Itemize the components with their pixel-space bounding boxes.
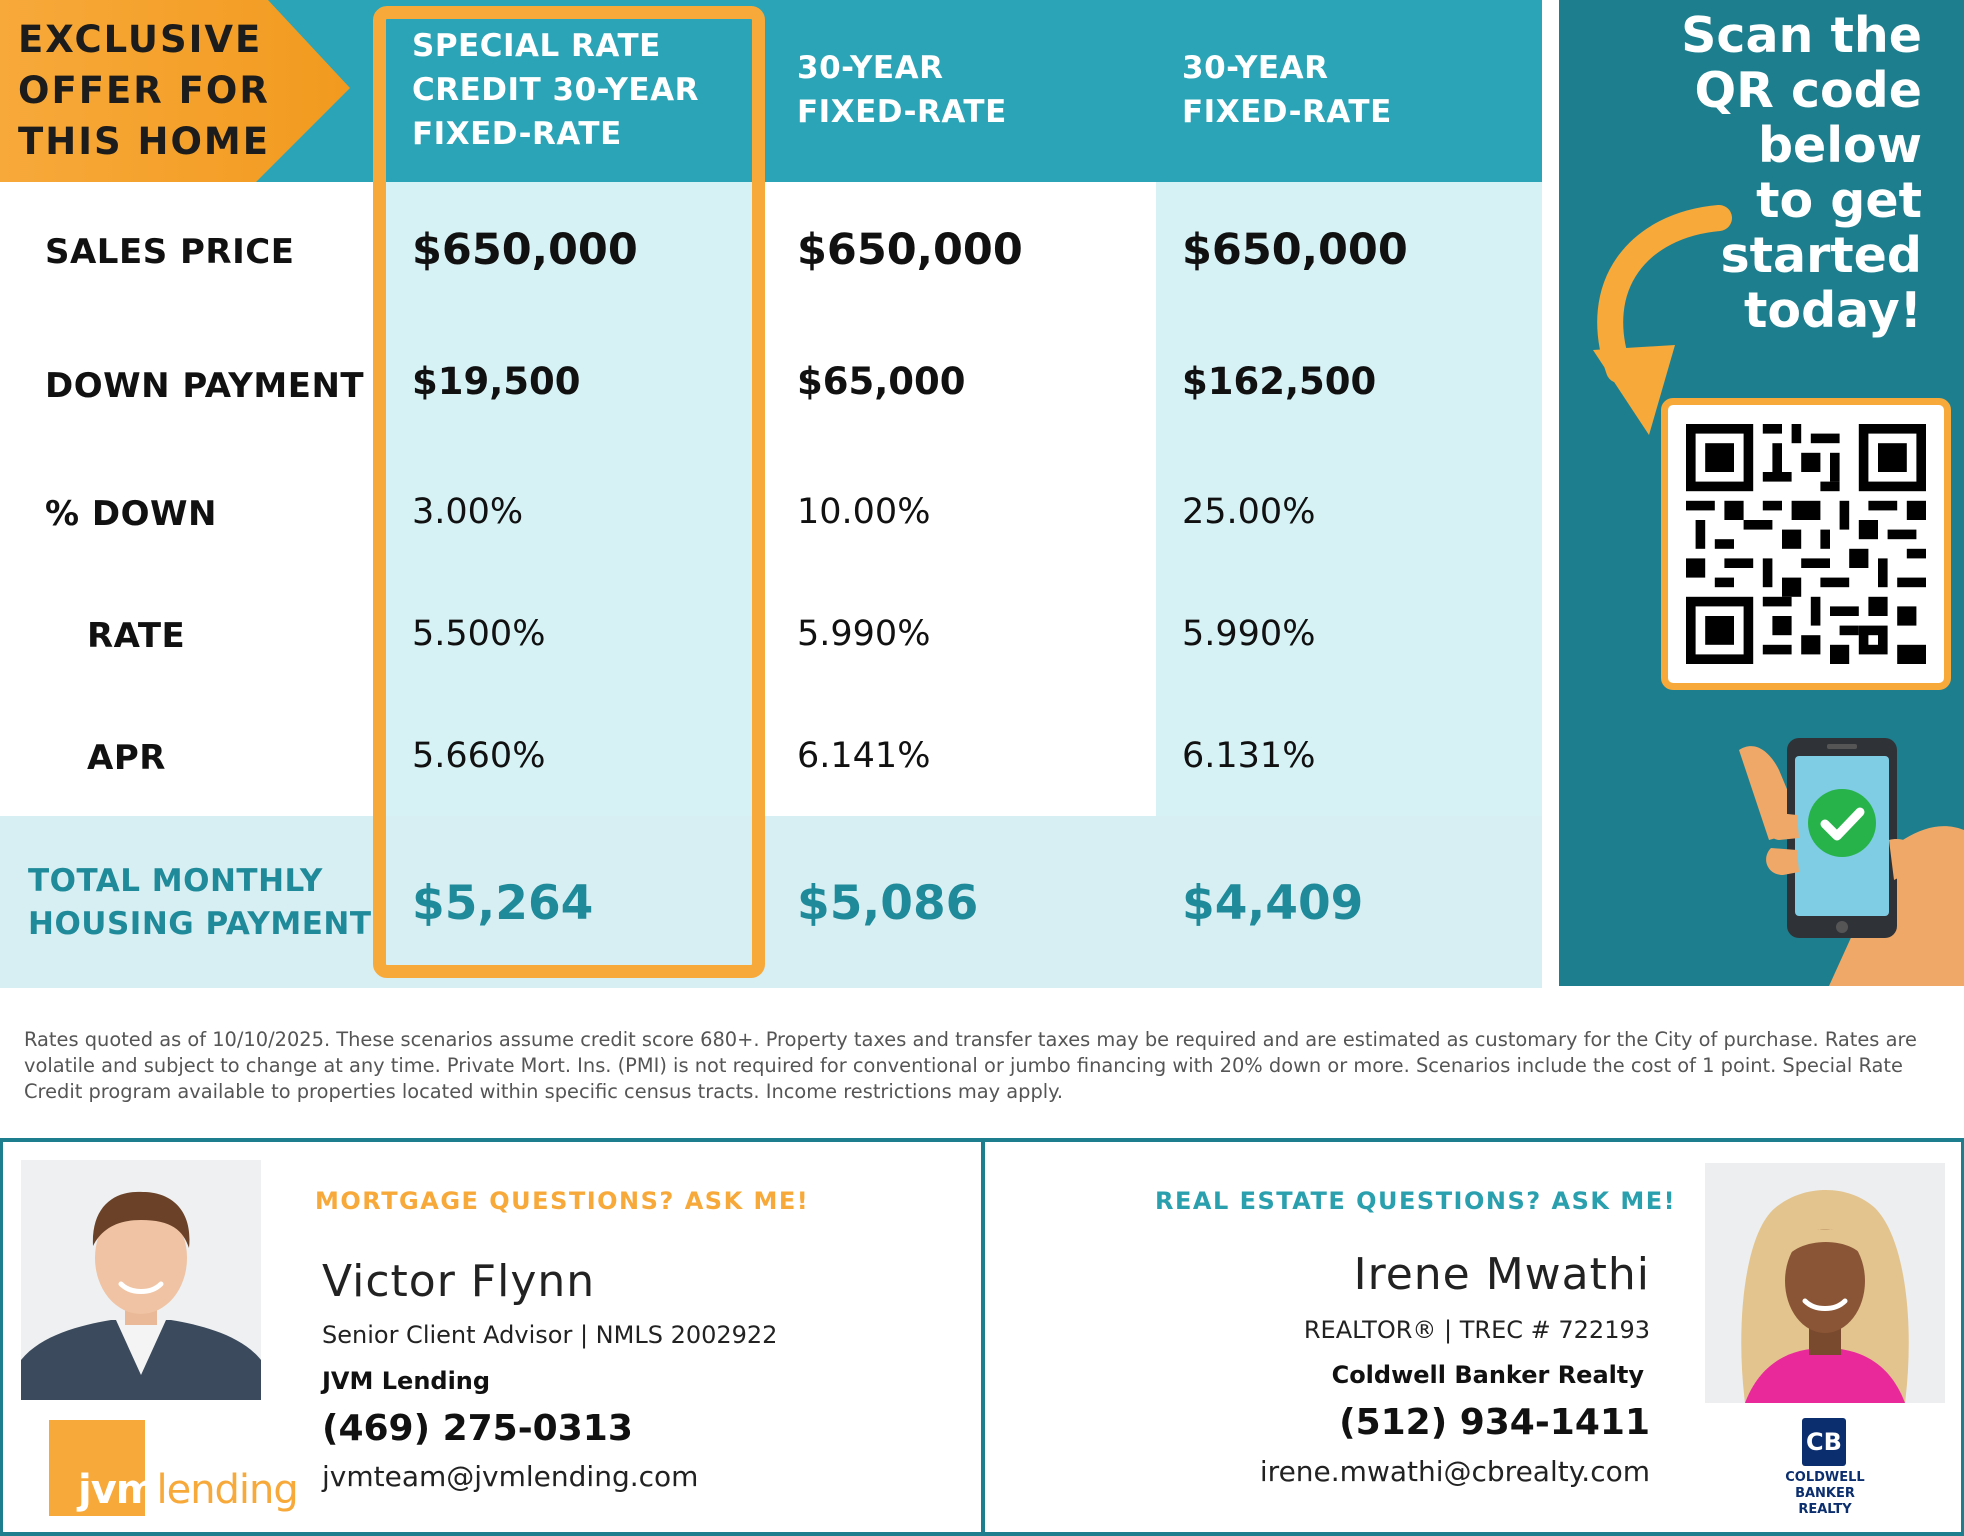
row-label-apr: APR bbox=[87, 738, 166, 778]
realtor-name: Irene Mwathi bbox=[1353, 1249, 1650, 1300]
advisor-phone[interactable]: (469) 275-0313 bbox=[322, 1408, 633, 1449]
realtor-company: Coldwell Banker Realty bbox=[1331, 1361, 1644, 1389]
total-payment-30a: $5,086 bbox=[797, 876, 979, 931]
cell-apr-30a: 6.141% bbox=[797, 736, 931, 776]
advisor-title: Senior Client Advisor | NMLS 2002922 bbox=[322, 1321, 778, 1349]
qr-promo-panel bbox=[1559, 0, 1964, 986]
cell-sales-price-special: $650,000 bbox=[412, 225, 638, 275]
advisor-company: JVM Lending bbox=[322, 1367, 491, 1395]
advisor-photo bbox=[21, 1160, 261, 1400]
cell-sales-price-30a: $650,000 bbox=[797, 225, 1023, 275]
cell-apr-special: 5.660% bbox=[412, 736, 546, 776]
mortgage-ask-heading: MORTGAGE QUESTIONS? ASK ME! bbox=[315, 1187, 810, 1215]
column-header-30yr-b: 30-YEAR FIXED-RATE bbox=[1182, 50, 1392, 130]
total-payment-label: TOTAL MONTHLY HOUSING PAYMENT bbox=[28, 863, 372, 942]
special-rate-highlight bbox=[373, 6, 765, 978]
cell-percent-down-30b: 25.00% bbox=[1182, 492, 1316, 532]
jvm-lending-logo: jvmlending bbox=[78, 1467, 298, 1513]
cell-down-payment-special: $19,500 bbox=[412, 360, 581, 403]
cell-apr-30b: 6.131% bbox=[1182, 736, 1316, 776]
qr-code-frame[interactable] bbox=[1661, 398, 1951, 690]
column-header-30yr-a: 30-YEAR FIXED-RATE bbox=[797, 50, 1007, 130]
realestate-ask-heading: REAL ESTATE QUESTIONS? ASK ME! bbox=[1155, 1187, 1677, 1215]
phone-check-icon bbox=[1709, 720, 1964, 986]
footer-bottom-border bbox=[0, 1532, 1964, 1536]
cell-down-payment-30a: $65,000 bbox=[797, 360, 966, 403]
exclusive-offer-text: EXCLUSIVE OFFER FOR THIS HOME bbox=[18, 18, 271, 163]
cell-rate-30a: 5.990% bbox=[797, 614, 931, 654]
coldwell-banker-logo-mark: CB bbox=[1802, 1418, 1846, 1466]
advisor-name: Victor Flynn bbox=[322, 1256, 596, 1307]
realtor-phone[interactable]: (512) 934-1411 bbox=[1339, 1402, 1650, 1443]
coldwell-banker-logo-text: COLDWELL BANKER REALTY bbox=[1785, 1470, 1865, 1517]
cell-down-payment-30b: $162,500 bbox=[1182, 360, 1377, 403]
advisor-avatar-icon bbox=[21, 1160, 261, 1400]
realtor-email[interactable]: irene.mwathi@cbrealty.com bbox=[1259, 1455, 1650, 1488]
disclaimer-text: Rates quoted as of 10/10/2025. These scenarios assume credit score 680+. Property taxes and transfer taxes may be required and are estimated as customary for the City of purchase. Rates are volatile and subject to change at any time. Private Mort. Ins. (PMI) is not required for conventional or jumbo financing with 20% down or more. Scenarios include the cost of 1 point. Special Rate Credit program available to properties located within specific census tracts. Income restrictions may apply. bbox=[24, 1028, 1917, 1103]
column-header-special: SPECIAL RATE CREDIT 30-YEAR FIXED-RATE bbox=[412, 28, 699, 152]
row-label-sales-price: SALES PRICE bbox=[45, 232, 295, 272]
realtor-title: REALTOR® | TREC # 722193 bbox=[1303, 1316, 1650, 1344]
cell-percent-down-30a: 10.00% bbox=[797, 492, 931, 532]
total-payment-30b: $4,409 bbox=[1182, 876, 1364, 931]
advisor-email[interactable]: jvmteam@jvmlending.com bbox=[322, 1460, 699, 1493]
cell-rate-special: 5.500% bbox=[412, 614, 546, 654]
row-label-rate: RATE bbox=[87, 616, 186, 656]
cell-rate-30b: 5.990% bbox=[1182, 614, 1316, 654]
scan-qr-headline: Scan the QR code below to get started today! bbox=[1681, 7, 1922, 339]
row-label-down-payment: DOWN PAYMENT bbox=[45, 366, 365, 406]
total-payment-special: $5,264 bbox=[412, 876, 594, 931]
cell-sales-price-30b: $650,000 bbox=[1182, 225, 1408, 275]
realtor-photo bbox=[1705, 1163, 1945, 1403]
cell-percent-down-special: 3.00% bbox=[412, 492, 524, 532]
qr-code-icon[interactable] bbox=[1686, 423, 1926, 665]
realtor-avatar-icon bbox=[1705, 1163, 1945, 1403]
footer-divider bbox=[981, 1142, 985, 1536]
row-label-percent-down: % DOWN bbox=[45, 494, 217, 534]
footer-left-border bbox=[0, 1138, 3, 1536]
